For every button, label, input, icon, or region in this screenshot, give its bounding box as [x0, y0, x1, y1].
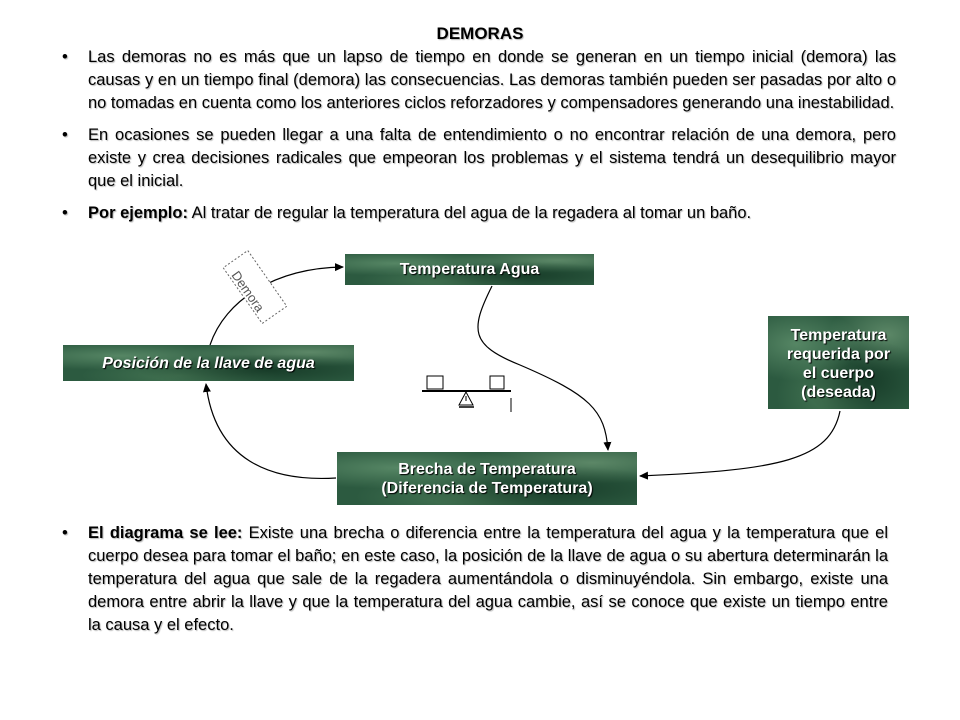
requerida-label-line: requerida por — [786, 345, 891, 363]
bullet-text: Al tratar de regular la temperatura del agua de la regadera al tomar un baño. — [187, 204, 752, 222]
brecha-label-line1: Brecha de Temperatura — [398, 460, 576, 478]
bullet-text: En ocasiones se pueden llegar a una falta de entendimiento o no encontrar relación de una demora, pero existe y crea decisiones radicales que empeoran los problemas y el sistema tendrá un desequilibrio mayor que el inicial. — [88, 126, 896, 190]
bullet-text: Existe una brecha o diferencia entre la temperatura del agua y la temperatura que el cuerpo desea para tomar el baño; en este caso, la posición de la llave de agua o su abertura determinarán la temperatura del agua que sale de la regadera aumentándola o disminuyéndola. Sin embargo, existe una demora entre abrir la llave y que la temperatura del agua cambie, así se conoce que existe un tiempo entre la causa y el efecto. — [88, 524, 888, 634]
brecha-temperatura-node — [337, 452, 637, 505]
bullet-dot-icon: • — [62, 524, 68, 542]
bullet-item — [62, 522, 888, 637]
explanation-bullet-list — [62, 522, 888, 646]
requerida-label-line: Temperatura — [790, 326, 887, 344]
temperatura-requerida-node — [768, 316, 909, 409]
arrow-requerida-to-brecha — [640, 411, 840, 476]
posicion-llave-label: Posición de la llave de agua — [102, 354, 315, 372]
requerida-label-line: el cuerpo — [802, 364, 875, 382]
demora-label: Demora — [228, 268, 268, 315]
arrow-temp-agua-to-brecha — [478, 286, 608, 450]
bullet-dot-icon: • — [62, 204, 68, 222]
bullet-bold: El diagrama se lee: — [88, 524, 243, 542]
bullet-dot-icon: • — [62, 48, 68, 66]
balance-loop-icon — [422, 376, 511, 412]
bullet-text: Las demoras no es más que un lapso de tiempo en donde se generan en un tiempo inicial (demora) las causas y en un tiempo final (demora) las consecuencias. Las demoras también pueden ser pasadas por alto o no tomadas en cuenta como los anteriores ciclos reforzadores y compensadores generando una inestabilidad. — [88, 48, 896, 112]
bullet-bold: Por ejemplo: — [88, 204, 188, 222]
arrow-brecha-to-llave — [206, 384, 336, 478]
temperatura-agua-label: Temperatura Agua — [399, 261, 540, 278]
temperatura-agua-node — [345, 254, 594, 285]
page-title: DEMORAS — [436, 24, 524, 43]
bullet-dot-icon: • — [62, 126, 68, 144]
posicion-llave-node — [63, 345, 354, 381]
requerida-label-line: (deseada) — [801, 383, 876, 401]
brecha-label-line2: (Diferencia de Temperatura) — [381, 479, 593, 497]
